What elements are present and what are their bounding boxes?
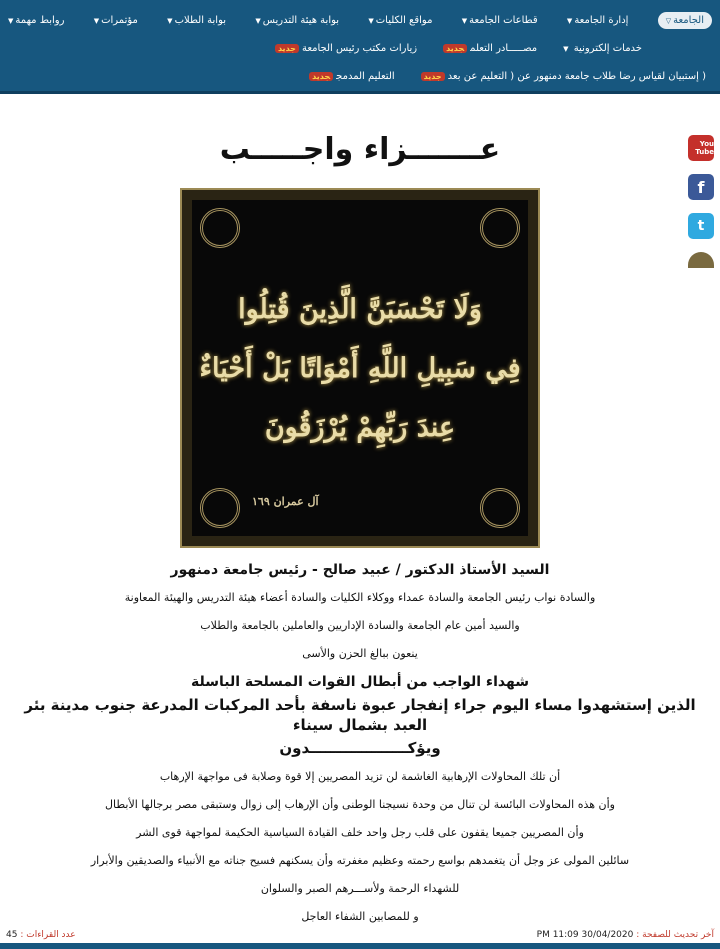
ornament-icon — [200, 488, 240, 528]
nav-faculties[interactable] — [368, 15, 432, 26]
nav-conferences[interactable] — [94, 15, 138, 26]
nav-row-main — [8, 6, 712, 34]
body-line: السيد الأستاذ الدكتور / عبيد صالح - رئيس جامعة دمنهور — [170, 561, 550, 578]
verse-line: فِي سَبِيلِ اللَّهِ أَمْوَاتًا بَلْ أَحْيَاءٌ — [199, 352, 521, 384]
read-count-label: عدد القراءات : — [20, 930, 76, 940]
last-updated-label: آخر تحديث للصفحة : — [636, 930, 714, 940]
read-count — [6, 930, 76, 940]
ornament-icon — [480, 208, 520, 248]
body-line: سائلين المولى عز وجل أن يتغمدهم بواسع رحمته وعظيم مغفرته وأن يسكنهم فسيح جناته مع الأنبياء والصديقين والأبرار — [90, 853, 630, 867]
nav-staff-portal[interactable] — [255, 15, 339, 26]
new-badge: جديد — [421, 72, 445, 81]
nav-row-second — [8, 34, 712, 62]
nav-label: مؤتمرات — [101, 14, 138, 26]
nav-blended-learning[interactable] — [309, 71, 395, 82]
youtube-label: You Tube — [695, 140, 714, 156]
nav-administration[interactable] — [567, 15, 629, 26]
nav-links[interactable] — [8, 15, 64, 26]
chevron-down-icon: ▽ — [665, 16, 672, 25]
nav-home[interactable] — [658, 12, 712, 29]
nav-label: خدمات إلكترونية — [573, 42, 642, 54]
body-line: للشهداء الرحمة ولأســـرهم الصبر والسلوان — [260, 881, 460, 895]
body-line: وأن هذه المحاولات البائسة لن تنال من وحدة نسيجنا الوطنى وأن الإرهاب إلى زوال وستبقى مصر برجالها الأبطال — [105, 797, 615, 811]
body-line: والسادة نواب رئيس الجامعة والسادة عمداء ووكلاء الكليات والسادة أعضاء هيئة التدريس والهيئة المعاونة — [124, 590, 596, 604]
ornament-icon — [200, 208, 240, 248]
nav-label: الجامعة — [673, 14, 704, 26]
nav-learning-resources[interactable] — [443, 43, 537, 54]
chevron-down-icon: ▼ — [167, 16, 173, 25]
facebook-label: f — [697, 177, 705, 197]
nav-label: التعليم المدمج — [336, 70, 395, 82]
nav-label: مصـــــادر التعلم — [470, 42, 538, 54]
globe-icon[interactable] — [688, 252, 714, 268]
nav-label: زيارات مكتب رئيس الجامعة — [301, 42, 418, 54]
chevron-down-icon: ▼ — [368, 16, 374, 25]
new-badge: جديد — [275, 44, 299, 53]
chevron-down-icon: ▼ — [93, 16, 100, 25]
verse-line: وَلَا تَحْسَبَنَّ الَّذِينَ قُتِلُوا — [238, 293, 482, 325]
body-line: وأن المصريين جميعا يقفون على قلب رجل واحد خلف القيادة السياسية الحكيمة لمواجهة قوى الشر — [136, 825, 584, 839]
body-line: ويؤكـــــــــــــــــــدون — [279, 739, 441, 758]
body-line: و للمصابين الشفاء العاجل — [301, 909, 419, 923]
last-updated — [537, 930, 714, 940]
new-badge: جديد — [309, 72, 333, 81]
nav-e-services[interactable] — [563, 43, 642, 54]
nav-president-visits[interactable] — [275, 43, 417, 54]
nav-label: ( إستبيان لقياس رضا طلاب جامعة دمنهور عن ( التعليم عن بعد — [447, 70, 706, 82]
verse-line: عِندَ رَبِّهِمْ يُرْزَقُونَ — [264, 411, 456, 443]
body-line: والسيد أمين عام الجامعة والسادة الإداريين والعاملين بالجامعة والطلاب — [200, 618, 520, 632]
twitter-label: t — [697, 218, 705, 234]
twitter-icon[interactable] — [688, 213, 714, 239]
nav-label: روابط مهمة — [15, 14, 65, 26]
condolence-text — [0, 556, 720, 931]
chevron-down-icon: ▼ — [566, 16, 573, 25]
nav-label: قطاعات الجامعة — [469, 14, 538, 26]
facebook-icon[interactable] — [688, 174, 714, 200]
chevron-down-icon: ▼ — [8, 16, 14, 25]
verse-reference: آل عمران ١٦٩ — [252, 495, 319, 508]
chevron-down-icon: ▼ — [255, 16, 261, 25]
chevron-down-icon: ▼ — [461, 16, 468, 25]
nav-sectors[interactable] — [462, 15, 538, 26]
nav-survey[interactable] — [421, 71, 706, 82]
nav-label: مواقع الكليات — [375, 14, 433, 26]
ornament-icon — [480, 488, 520, 528]
condolence-image — [182, 190, 538, 546]
body-line: ينعون ببالغ الحزن والأسى — [302, 646, 418, 660]
chevron-down-icon: ▼ — [563, 44, 569, 53]
read-count-value: 45 — [6, 930, 18, 940]
new-badge: جديد — [443, 44, 467, 53]
nav-label: بوابة هيئة التدريس — [262, 14, 340, 26]
nav-label: بوابة الطلاب — [174, 14, 227, 26]
page-title: عـــــــزاء واجـــــب — [219, 132, 501, 167]
body-line: أن تلك المحاولات الإرهابية الغاشمة لن تزيد المصريين إلا قوة وصلابة فى مواجهة الإرهاب — [159, 769, 561, 783]
nav-row-third — [8, 62, 712, 90]
nav-label: إدارة الجامعة — [574, 14, 629, 26]
body-line: الذين إستشهدوا مساء اليوم جراء إنفجار عبوة ناسفة بأحد المركبات المدرعة جنوب مدينة بئر العبد بشمال سيناء — [24, 696, 696, 734]
body-line: شهداء الواجب من أبطال القوات المسلحة الباسلة — [191, 673, 529, 690]
last-updated-value: PM 11:09 30/04/2020 — [536, 930, 634, 940]
top-navigation — [0, 0, 720, 94]
footer-bar — [0, 943, 720, 949]
nav-student-portal[interactable] — [167, 15, 226, 26]
